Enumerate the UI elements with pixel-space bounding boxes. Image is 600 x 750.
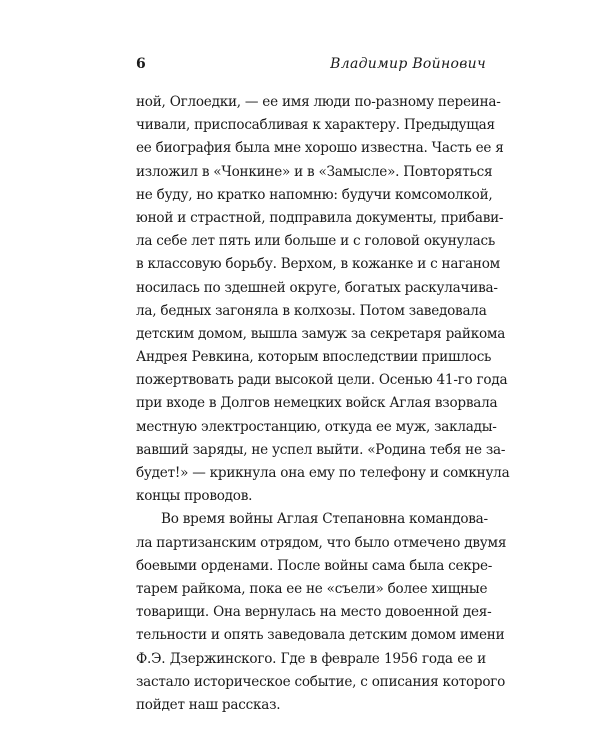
text-line: ной, Оглоедки, — ее имя люди по-разному переина- [136, 94, 501, 110]
text-line: Андрея Ревкина, которым впоследствии пришлось [136, 349, 492, 366]
text-line: пойдет наш рассказ. [136, 696, 281, 713]
text-line: не буду, но кратко напомню: будучи комсомолкой, [136, 186, 493, 203]
text-line: концы проводов. [136, 488, 253, 505]
text-line: изложил в «Чонкине» и в «Замысле». Повторяться [136, 163, 493, 180]
paragraph-2 [136, 508, 507, 717]
text-line: пожертвовать ради высокой цели. Осенью 41-го года [136, 372, 508, 389]
text-line: при входе в Долгов немецких войск Аглая взорвала [136, 395, 498, 412]
text-line: ее биография была мне хорошо известна. Часть ее я [136, 140, 504, 157]
text-line: товарищи. Она вернулась на место довоенной дея- [136, 604, 492, 621]
text-line: ла партизанским отрядом, что было отмечено двумя [136, 534, 507, 551]
running-header [136, 56, 486, 78]
text-line: местную электростанцию, откуда ее муж, заклады- [136, 418, 497, 435]
page-number: 6 [136, 56, 146, 72]
text-line: в классовую борьбу. Верхом, в кожанке и с наганом [136, 256, 500, 273]
text-line: Ф.Э. Дзержинского. Где в феврале 1956 года ее и [136, 650, 486, 667]
text-line: боевыми орденами. После войны сама была секре- [136, 557, 493, 574]
text-line: тельности и опять заведовала детским домом имени [136, 627, 505, 644]
text-line: Во время войны Аглая Степановна командова- [161, 511, 488, 528]
text-line: детским домом, вышла замуж за секретаря райкома [136, 325, 506, 342]
text-line: тарем райкома, пока ее не «съели» более хищные [136, 580, 488, 597]
text-line: ла себе лет пять или больше и с головой окунулась [136, 233, 496, 250]
body-text [136, 91, 510, 717]
text-line: вавший заряды, не успел выйти. «Родина тебя не за- [136, 441, 506, 458]
text-line: застало историческое событие, с описания которого [136, 673, 506, 690]
text-line: ла, бедных загоняла в колхозы. Потом заведовала [136, 302, 487, 319]
text-line: будет!» — крикнула она ему по телефону и сомкнула [136, 465, 510, 481]
running-title: Владимир Войнович [330, 56, 486, 72]
text-line: чивали, приспосабливая к характеру. Предыдущая [136, 117, 495, 134]
text-line: носилась по здешней округе, богатых раскулачива- [136, 279, 498, 296]
paragraph-1 [136, 91, 510, 508]
text-line: юной и страстной, подправила документы, прибави- [136, 209, 504, 226]
